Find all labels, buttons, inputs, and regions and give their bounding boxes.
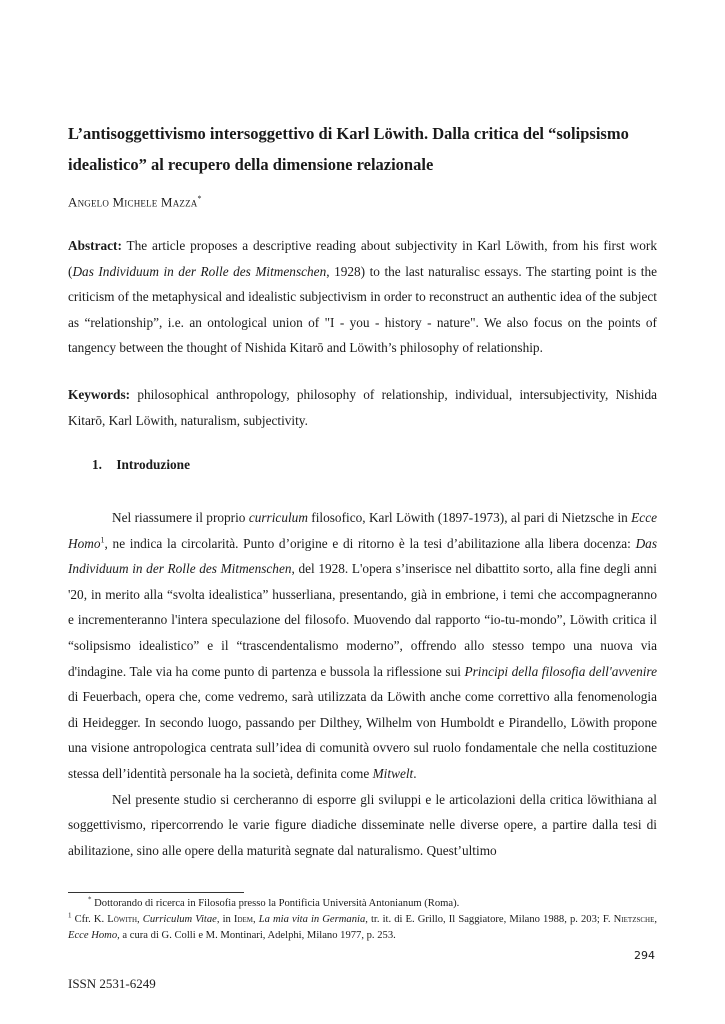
fn1-la-mia-vita: La mia vita in Germania — [258, 914, 366, 925]
section-title: Introduzione — [116, 457, 190, 472]
footnote-author — [68, 896, 657, 912]
p1-italic-mitwelt: Mitwelt — [372, 765, 414, 781]
fn1-lowith: Löwith — [107, 914, 138, 925]
abstract-text-2: , 1928) to the last naturalisc essays. The starting point is the criticism of the metaphysical and idealistic subjectivism in order to reconstruct an authentic idea of the subject as “relationship”, i.e. an ontological union of "I - you - history - nature". We also focus on the points of tangency between the thought of Nishida Kitarō and Löwith’s philosophy of relationship. — [68, 263, 657, 356]
footnote-star-text: Dottorando di ricerca in Filosofia presso la Pontificia Università Antonianum (Roma). — [91, 898, 460, 909]
article-title: L’antisoggettivismo intersoggettivo di Karl Löwith. Dalla critica del “solipsismo idealistico” al recupero della dimensione relazionale — [68, 124, 629, 174]
p1-italic-das-individuum: Das Individuum in der Rolle des Mitmenschen — [68, 535, 657, 577]
fn1-c: , — [137, 914, 143, 925]
author-line — [68, 194, 202, 210]
author-name: Angelo Michele Mazza — [68, 194, 198, 210]
footnote-1 — [68, 912, 657, 944]
footnotes — [68, 896, 657, 944]
fn1-g: , — [253, 914, 259, 925]
p1-italic-principi: Principi della filosofia dell'avvenire — [464, 663, 657, 679]
p1-text-a: Nel riassumere il proprio — [112, 510, 249, 525]
issn: ISSN 2531-6249 — [68, 976, 156, 991]
footnote-1-marker: 1 — [68, 911, 72, 920]
p1-footnote-ref[interactable]: 1 — [100, 535, 105, 545]
p1-text-f: , ne indica la circolarità. Punto d’origine e di ritorno è la tesi d’abilitazione alla libera docenza: — [104, 535, 636, 551]
keywords-text: philosophical anthropology, philosophy of relationship, individual, intersubjectivity, Nishida Kitarō, Karl Löwith, naturalism, subjectivity. — [68, 387, 657, 428]
footnote-star-marker: * — [88, 895, 92, 904]
section-heading — [92, 457, 190, 473]
fn1-e: , in — [216, 914, 234, 925]
fn1-idem: Idem — [233, 914, 254, 925]
keywords — [68, 382, 657, 433]
fn1-nietzsche: Nietzsche — [613, 914, 655, 925]
abstract — [68, 233, 657, 361]
p1-italic-ecce-homo: Ecce Homo — [68, 510, 657, 551]
fn1-m: , a cura di G. Colli e M. Montinari, Adelphi, Milano 1977, p. 253. — [117, 930, 396, 941]
p1-text-h: , del 1928. L'opera s’inserisce nel dibattito sorto, alla fine degli anni '20, in merito alla “svolta idealistica” husserliana, presentando, già in embrione, i temi che accompagneranno e incrementeranno l'intera speculazione del filosofo. Muovendo dal rapporto “io-tu-mondo”, Löwith critica il “solipsismo idealistico” e il “trascendentalismo moderno”, offrendo allo stesso tempo una nuova via d'indagine. Tale via ha come punto di partenza e bussola la riflessione sui — [68, 561, 657, 679]
abstract-work-title: Das Individuum in der Rolle des Mitmenschen — [72, 263, 327, 279]
body-text — [68, 505, 657, 863]
keywords-label: Keywords: — [68, 387, 131, 402]
section-number: 1. — [92, 457, 102, 472]
fn1-k: , — [654, 914, 658, 925]
p1-text-j: di Feuerbach, opera che, come vedremo, sarà utilizzata da Löwith anche come correttivo alla fenomenologia di Heidegger. In secondo luogo, passando per Dilthey, Wilhelm von Humboldt e Pirandello, Löwith propone una visione antropologica centrata sull’idea di comunità ovvero sul ruolo fondamentale che nella costituzione stessa dell’identità personale ha la società, definita come — [68, 689, 657, 781]
p1-text-l: . — [413, 765, 417, 781]
p1-italic-curriculum: curriculum — [248, 510, 308, 525]
fn1-ecce-homo: Ecce Homo — [68, 930, 118, 941]
author-footnote-marker: * — [197, 194, 202, 203]
body-paragraph-1 — [68, 505, 657, 787]
fn1-a: Cfr. K. — [71, 914, 108, 925]
fn1-i: , tr. it. di E. Grillo, Il Saggiatore, Milano 1988, p. 203; F. — [365, 914, 614, 925]
fn1-curriculum-vitae: Curriculum Vitae — [142, 914, 217, 925]
footnote-separator — [68, 892, 244, 893]
page-number: 294 — [634, 949, 655, 962]
abstract-label: Abstract: — [68, 238, 122, 253]
abstract-text-1: The article proposes a descriptive reading about subjectivity in Karl Löwith, from his first work ( — [68, 238, 657, 279]
body-paragraph-2: Nel presente studio si cercheranno di esporre gli sviluppi e le articolazioni della critica löwithiana al soggettivismo, ripercorrendo le varie figure diadiche disseminate nelle diverse opere, a partire dalla tesi di abilitazione, sino alle opere della maturità segnate dal naturalismo. Quest’ultimo — [68, 791, 657, 858]
p1-text-c: filosofico, Karl Löwith (1897-1973), al pari di Nietzsche in — [307, 510, 632, 525]
